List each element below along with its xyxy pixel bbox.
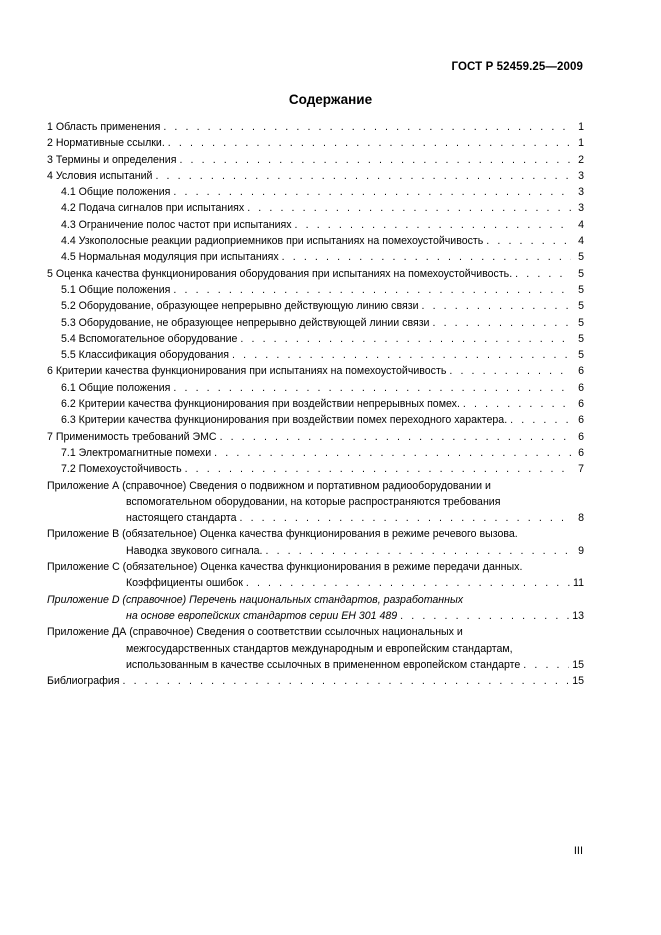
toc-appendix-prefix: Приложение В (обязательное) bbox=[47, 528, 197, 541]
toc-appendix-text: настоящего стандарта bbox=[126, 512, 237, 525]
toc-leader-dots bbox=[463, 396, 571, 412]
toc-entry[interactable] bbox=[47, 412, 584, 428]
toc-entry[interactable] bbox=[47, 315, 584, 331]
table-of-contents bbox=[47, 119, 584, 689]
toc-leader-dots bbox=[173, 184, 571, 200]
toc-entry[interactable] bbox=[47, 347, 584, 363]
toc-leader-dots bbox=[449, 363, 571, 379]
toc-leader-dots bbox=[266, 543, 572, 559]
toc-entry-page: 6 bbox=[578, 446, 584, 459]
toc-entry-page: 5 bbox=[578, 349, 584, 362]
toc-entry-bibliography[interactable] bbox=[47, 673, 584, 689]
toc-leader-dots bbox=[515, 266, 571, 282]
page-title: Содержание bbox=[288, 92, 373, 107]
toc-appendix-line bbox=[47, 526, 584, 542]
toc-appendix-line bbox=[47, 657, 584, 673]
toc-appendix-line bbox=[47, 559, 584, 575]
toc-appendix-text: Оценка качества функционирования в режиме речевого вызова. bbox=[199, 528, 518, 541]
toc-entry[interactable] bbox=[47, 298, 584, 314]
toc-appendix-prefix: Приложение С (обязательное) bbox=[47, 561, 198, 574]
toc-leader-dots bbox=[400, 608, 569, 624]
document-code: ГОСТ Р 52459.25—2009 bbox=[451, 61, 583, 73]
toc-leader-dots bbox=[163, 119, 571, 135]
toc-entry-label: 5 Оценка качества функционирования оборудования при испытаниях на помехоустойчивость. bbox=[47, 267, 513, 280]
toc-entry-page: 6 bbox=[578, 414, 584, 427]
toc-entry-page: 5 bbox=[578, 332, 584, 345]
toc-entry[interactable] bbox=[47, 119, 584, 135]
toc-leader-dots bbox=[173, 282, 571, 298]
toc-leader-dots bbox=[179, 152, 571, 168]
toc-entry-page: 3 bbox=[578, 169, 584, 182]
toc-entry-label: 3 Термины и определения bbox=[47, 153, 177, 166]
toc-entry-page: 5 bbox=[578, 267, 584, 280]
toc-appendices bbox=[47, 478, 584, 674]
toc-appendix-entry[interactable] bbox=[47, 592, 584, 625]
toc-entry-page: 15 bbox=[572, 675, 584, 688]
toc-appendix-entry[interactable] bbox=[47, 624, 584, 673]
toc-entry[interactable] bbox=[47, 217, 584, 233]
toc-entry[interactable] bbox=[47, 266, 584, 282]
toc-entry[interactable] bbox=[47, 331, 584, 347]
toc-entry-label: 6.2 Критерии качества функционирования при воздействии непрерывных помех. bbox=[61, 398, 460, 411]
toc-appendix-body bbox=[47, 624, 584, 673]
toc-appendix-line bbox=[47, 608, 584, 624]
toc-entry[interactable] bbox=[47, 249, 584, 265]
toc-entry[interactable] bbox=[47, 200, 584, 216]
toc-entry-page: 5 bbox=[578, 316, 584, 329]
toc-entry-label: 4.4 Узкополосные реакции радиоприемников при испытаниях на помехоустойчивость bbox=[61, 235, 484, 248]
toc-entry-page: 9 bbox=[578, 544, 584, 557]
toc-entry-page: 1 bbox=[578, 137, 584, 150]
toc-leader-dots bbox=[523, 657, 569, 673]
toc-appendix-text: межгосударственных стандартов международным и европейским стандартам, bbox=[126, 642, 513, 655]
toc-appendix-text: Коэффициенты ошибок bbox=[126, 577, 243, 590]
toc-entry[interactable] bbox=[47, 184, 584, 200]
toc-entry-page: 6 bbox=[578, 381, 584, 394]
toc-entry-page: 5 bbox=[578, 300, 584, 313]
toc-appendix-line bbox=[47, 510, 584, 526]
toc-entry-label: 7.2 Помехоустойчивость bbox=[61, 463, 182, 476]
toc-entry-label: Библиография bbox=[47, 675, 120, 688]
toc-appendix-body bbox=[47, 559, 584, 592]
toc-leader-dots bbox=[486, 233, 571, 249]
toc-entry[interactable] bbox=[47, 168, 584, 184]
toc-appendix-text: использованным в качестве ссылочных в примененном европейском стандарте bbox=[126, 658, 521, 671]
toc-entry-page: 3 bbox=[578, 186, 584, 199]
toc-appendix-line bbox=[47, 624, 584, 640]
toc-appendix-entry[interactable] bbox=[47, 559, 584, 592]
toc-entry-page: 1 bbox=[578, 121, 584, 133]
toc-entry-page: 3 bbox=[578, 202, 584, 215]
toc-appendix-text: Наводка звукового сигнала. bbox=[126, 544, 263, 557]
toc-appendix-prefix: Приложение D (справочное) bbox=[47, 593, 187, 606]
toc-appendix-body bbox=[47, 592, 584, 625]
toc-entry[interactable] bbox=[47, 461, 584, 477]
toc-leader-dots bbox=[510, 412, 571, 428]
toc-appendix-text: Перечень национальных стандартов, разработанных bbox=[189, 593, 464, 606]
toc-entry-page: 11 bbox=[573, 577, 584, 590]
toc-leader-dots bbox=[282, 249, 571, 265]
toc-leader-dots bbox=[232, 347, 571, 363]
toc-entry[interactable] bbox=[47, 445, 584, 461]
toc-entry-label: 6.1 Общие положения bbox=[61, 381, 171, 394]
toc-entry-page: 5 bbox=[578, 283, 584, 296]
toc-appendix-line bbox=[47, 575, 584, 591]
toc-entry-label: 5.5 Классификация оборудования bbox=[61, 349, 230, 362]
toc-entry-page: 6 bbox=[578, 398, 584, 411]
page-number: III bbox=[573, 845, 583, 857]
toc-entry[interactable] bbox=[47, 152, 584, 168]
toc-entry-page: 15 bbox=[572, 658, 584, 671]
toc-appendix-entry[interactable] bbox=[47, 526, 584, 559]
toc-entry-label: 6.3 Критерии качества функционирования при воздействии помех переходного характера. bbox=[61, 414, 508, 427]
toc-appendix-line bbox=[47, 494, 584, 510]
toc-appendix-text: Сведения о соответствии ссылочных национальных и bbox=[196, 626, 463, 639]
toc-entry[interactable] bbox=[47, 233, 584, 249]
toc-leader-dots bbox=[239, 510, 571, 526]
toc-entry-page: 7 bbox=[578, 463, 584, 476]
toc-appendix-text: вспомогательном оборудовании, на которые распространяются требования bbox=[126, 495, 501, 508]
toc-entry[interactable] bbox=[47, 429, 584, 445]
toc-entries bbox=[47, 119, 584, 478]
toc-entry-page: 2 bbox=[578, 153, 584, 166]
toc-leader-dots bbox=[240, 331, 571, 347]
toc-appendix-line bbox=[47, 543, 584, 559]
toc-leader-dots bbox=[214, 445, 571, 461]
toc-entry-label: 5.2 Оборудование, образующее непрерывно действующую линию связи bbox=[61, 300, 419, 313]
toc-appendix-entry[interactable] bbox=[47, 478, 584, 527]
toc-entry-page: 6 bbox=[578, 430, 584, 443]
toc-entry-label: 4.1 Общие положения bbox=[61, 186, 171, 199]
toc-leader-dots bbox=[155, 168, 571, 184]
toc-entry-label: 5.1 Общие положения bbox=[61, 283, 171, 296]
toc-entry-label: 5.3 Оборудование, не образующее непрерывно действующей линии связи bbox=[61, 316, 430, 329]
toc-leader-dots bbox=[220, 429, 571, 445]
toc-entry-page: 13 bbox=[572, 609, 584, 622]
toc-leader-dots bbox=[432, 315, 571, 331]
toc-entry-page: 4 bbox=[578, 218, 584, 231]
toc-entry-page: 4 bbox=[578, 235, 584, 248]
toc-appendix-text: на основе европейских стандартов серии ЕН 301 489 bbox=[126, 609, 398, 622]
toc-entry-label: 7.1 Электромагнитные помехи bbox=[61, 446, 212, 459]
toc-entry-label: 4.2 Подача сигналов при испытаниях bbox=[61, 202, 245, 215]
toc-entry-page: 6 bbox=[578, 365, 584, 378]
toc-entry-label: 6 Критерии качества функционирования при испытаниях на помехоустойчивость bbox=[47, 365, 447, 378]
toc-leader-dots bbox=[168, 135, 571, 151]
toc-leader-dots bbox=[122, 673, 569, 689]
toc-entry[interactable] bbox=[47, 380, 584, 396]
toc-entry-label: 2 Нормативные ссылки. bbox=[47, 137, 165, 150]
toc-entry-label: 4.3 Ограничение полос частот при испытаниях bbox=[61, 218, 292, 231]
toc-appendix-text: Сведения о подвижном и портативном радиооборудовании и bbox=[189, 479, 491, 492]
toc-leader-dots bbox=[173, 380, 571, 396]
toc-appendix-prefix: Приложение ДА (справочное) bbox=[47, 626, 194, 639]
toc-appendix-body bbox=[47, 478, 584, 527]
toc-entry-label: 5.4 Вспомогательное оборудование bbox=[61, 332, 238, 345]
toc-appendix-body bbox=[47, 526, 584, 559]
toc-leader-dots bbox=[422, 298, 572, 314]
toc-entry-label: 1 Область применения bbox=[47, 121, 161, 133]
toc-appendix-prefix: Приложение А (справочное) bbox=[47, 479, 187, 492]
toc-entry-page: 8 bbox=[578, 512, 584, 525]
toc-entry-label: 4.5 Нормальная модуляция при испытаниях bbox=[61, 251, 279, 264]
toc-entry-label: 4 Условия испытаний bbox=[47, 169, 153, 182]
toc-entry[interactable] bbox=[47, 282, 584, 298]
toc-leader-dots bbox=[246, 575, 570, 591]
toc-appendix-line bbox=[47, 478, 584, 494]
toc-entry-page: 5 bbox=[578, 251, 584, 264]
toc-entry[interactable] bbox=[47, 135, 584, 151]
toc-leader-dots bbox=[295, 217, 571, 233]
toc-entry-label: 7 Применимость требований ЭМС bbox=[47, 430, 217, 443]
toc-entry[interactable] bbox=[47, 396, 584, 412]
toc-leader-dots bbox=[185, 461, 571, 477]
toc-leader-dots bbox=[247, 200, 571, 216]
toc-appendix-line bbox=[47, 641, 584, 657]
toc-appendix-line bbox=[47, 592, 584, 608]
toc-appendix-text: Оценка качества функционирования в режиме передачи данных. bbox=[200, 561, 523, 574]
toc-entry[interactable] bbox=[47, 363, 584, 379]
